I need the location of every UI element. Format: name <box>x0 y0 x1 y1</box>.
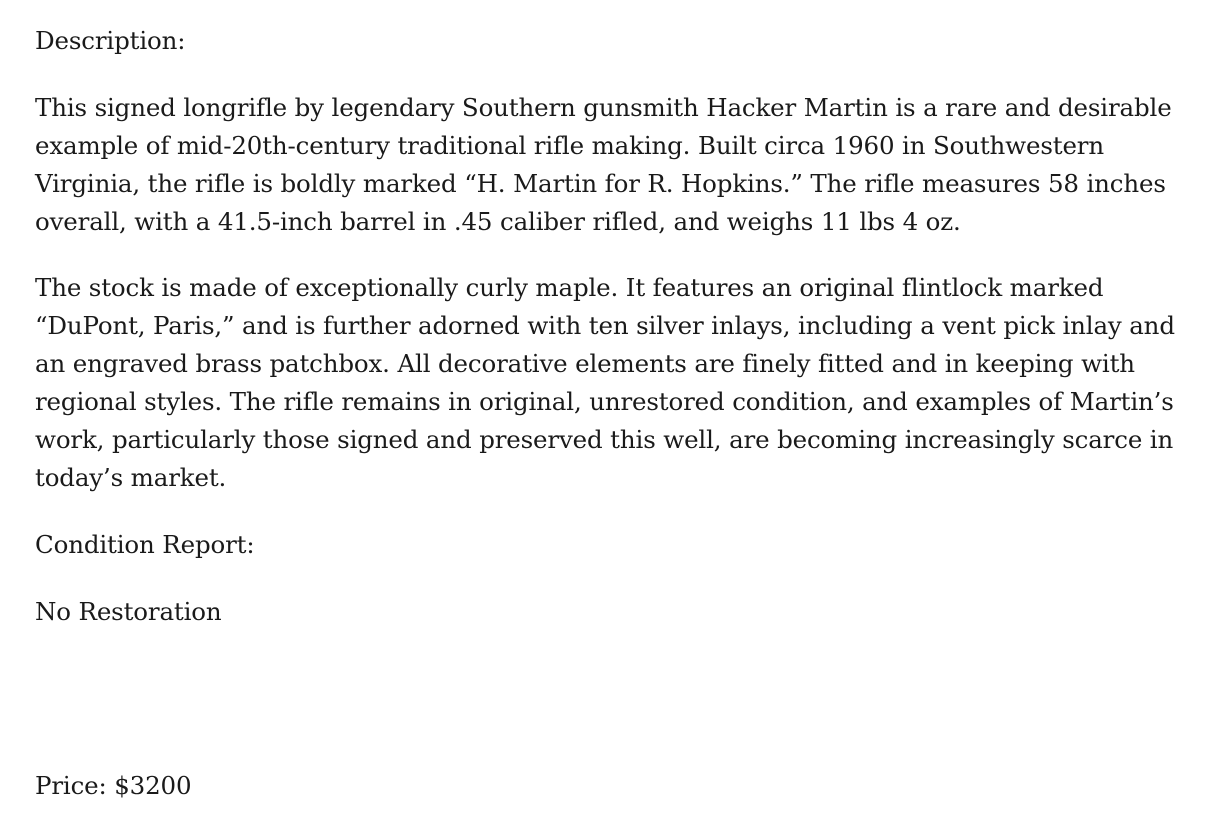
description-paragraph: This signed longrifle by legendary Southern gunsmith Hacker Martin is a rare and desirable example of mid-20th-century traditional rifle making. Built circa 1960 in Southwestern Virginia, the rifle is boldly marked “H. Martin for R. Hopkins.” The rifle measures 58 inches overall, with a 41.5-inch barrel in .45 caliber rifled, and weighs 11 lbs 4 oz. <box>35 93 1172 236</box>
listing-content <box>35 22 1185 631</box>
condition-report-value: No Restoration <box>35 597 222 626</box>
description-paragraph: The stock is made of exceptionally curly maple. It features an original flintlock marked “DuPont, Paris,” and is further adorned with ten silver inlays, including a vent pick inlay and an engraved brass patchbox. All decorative elements are finely fitted and in keeping with regional styles. The rifle remains in original, unrestored condition, and examples of Martin’s work, particularly those signed and preserved this well, are becoming increasingly scarce in today’s market. <box>35 273 1175 492</box>
price-text: Price: $3200 <box>35 771 192 800</box>
condition-report-label: Condition Report: <box>35 530 255 559</box>
description-label: Description: <box>35 26 186 55</box>
